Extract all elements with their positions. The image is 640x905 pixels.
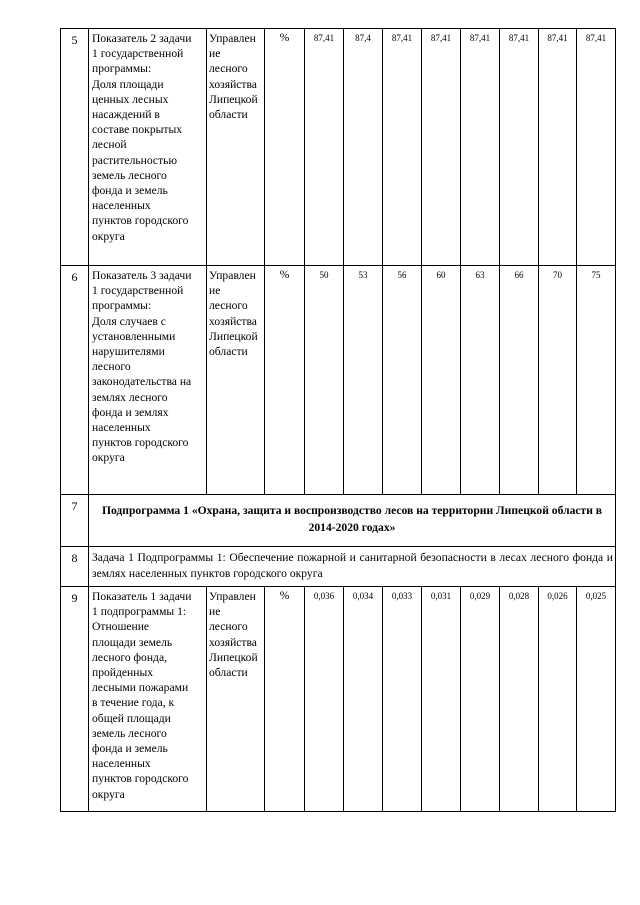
indicator-value: 87,41 (500, 29, 539, 266)
indicator-value: 0,034 (344, 587, 383, 812)
indicator-value: 87,41 (422, 29, 461, 266)
indicator-value: 0,025 (577, 587, 616, 812)
indicator-value: 87,41 (461, 29, 500, 266)
indicator-name: Показатель 1 задачи 1 подпрограммы 1: Отношение площади земель лесного фонда, пройденных лесными пожарами в течение года, к общей площади земель лесного фонда и земель населенных пунктов городского округа (89, 587, 207, 812)
unit-of-measure: % (265, 266, 305, 495)
indicator-value: 87,41 (577, 29, 616, 266)
indicator-value: 87,41 (383, 29, 422, 266)
indicator-value: 70 (539, 266, 577, 495)
indicator-value: 60 (422, 266, 461, 495)
table-row (61, 29, 616, 266)
indicator-name: Показатель 3 задачи 1 государственной программы: Доля случаев с установленными нарушителями лесного законодательства на землях лесного фонда и землях населенных пунктов городского округа (89, 266, 207, 495)
indicator-value: 0,028 (500, 587, 539, 812)
responsible-executor: Управлен ие лесного хозяйства Липецкой области (207, 29, 265, 266)
indicator-value: 0,031 (422, 587, 461, 812)
indicator-value: 75 (577, 266, 616, 495)
indicator-value: 0,036 (305, 587, 344, 812)
task-description: Задача 1 Подпрограммы 1: Обеспечение пожарной и санитарной безопасности в лесах лесного фонда и землях населенных пунктов городского округа (89, 547, 616, 587)
indicator-value: 87,41 (539, 29, 577, 266)
indicator-value: 87,41 (305, 29, 344, 266)
indicator-value: 53 (344, 266, 383, 495)
indicator-value: 87,4 (344, 29, 383, 266)
row-number: 7 (61, 495, 89, 547)
table-row (61, 587, 616, 812)
row-number: 9 (61, 587, 89, 812)
row-number: 6 (61, 266, 89, 495)
subprogram-title: Подпрограмма 1 «Охрана, защита и воспроизводство лесов на территории Липецкой области в 2014-2020 годах» (89, 495, 616, 547)
responsible-executor: Управлен ие лесного хозяйства Липецкой области (207, 266, 265, 495)
indicator-value: 63 (461, 266, 500, 495)
table-row (61, 266, 616, 495)
indicator-value: 0,033 (383, 587, 422, 812)
responsible-executor: Управлен ие лесного хозяйства Липецкой области (207, 587, 265, 812)
task-row (61, 547, 616, 587)
row-number: 5 (61, 29, 89, 266)
subprogram-row (61, 495, 616, 547)
indicators-table (60, 28, 616, 812)
indicator-value: 0,029 (461, 587, 500, 812)
unit-of-measure: % (265, 587, 305, 812)
indicator-name: Показатель 2 задачи 1 государственной программы: Доля площади ценных лесных насаждений в составе покрытых лесной растительностью земель лесного фонда и земель населенных пунктов городского округа (89, 29, 207, 266)
indicator-value: 66 (500, 266, 539, 495)
indicator-value: 50 (305, 266, 344, 495)
row-number: 8 (61, 547, 89, 587)
unit-of-measure: % (265, 29, 305, 266)
indicator-value: 0,026 (539, 587, 577, 812)
indicator-value: 56 (383, 266, 422, 495)
